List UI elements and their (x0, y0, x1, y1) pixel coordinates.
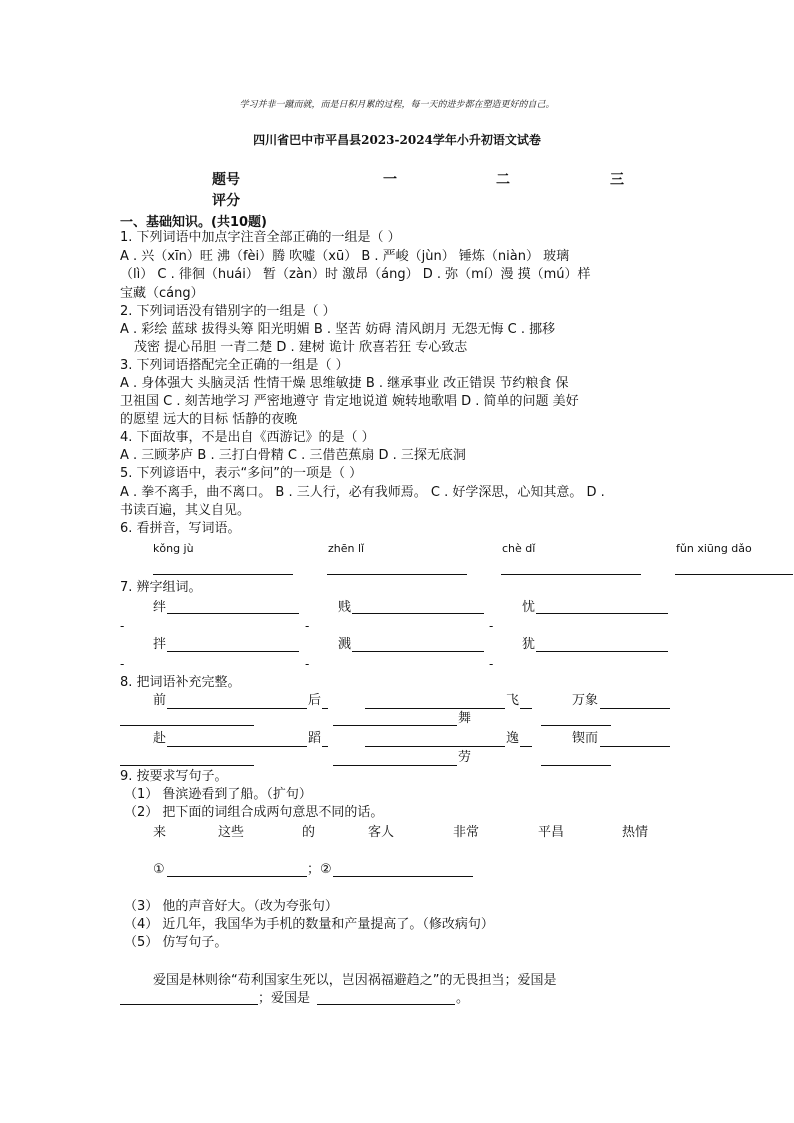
q9-word-2: 这些 (218, 825, 245, 840)
q7-dash: - (305, 619, 310, 633)
q6-pinyin-1: kǒng jù (153, 542, 194, 555)
q7-char-6: 犹 (522, 637, 536, 652)
score-table-row1-label: 题号 (212, 172, 240, 188)
q8-blank-12[interactable] (520, 746, 532, 747)
q1-options-line2: （lì） C . 徘徊（huái） 暂（zàn）时 激昂（áng） D . 弥（mí）漫 摸（mú）样 (120, 267, 591, 282)
q4-options: A . 三顾茅庐 B . 三打白骨精 C . 三借芭蕉扇 D . 三探无底洞 (120, 448, 466, 463)
q9-sub-4: （4） 近几年，我国华为手机的数量和产量提高了。（修改病句） (124, 917, 494, 932)
q8-blank-11[interactable] (365, 746, 505, 747)
q2-stem: 2. 下列词语没有错别字的一组是（ ） (120, 304, 336, 319)
q7-answer-line-2[interactable] (352, 613, 484, 614)
section-heading: 一、基础知识。(共10题) (120, 215, 267, 230)
page-motto: 学习并非一蹴而就，而是日积月累的过程，每一天的进步都在塑造更好的自己。 (239, 100, 555, 110)
q6-pinyin-4: fǔn xiūng dǎo (676, 542, 752, 555)
q9-paragraph-line2: ；爱国是 (258, 991, 311, 1006)
q7-answer-line-5[interactable] (352, 651, 484, 652)
q3-options-line1: A . 身体强大 头脑灵活 性情干燥 思维敏捷 B . 继承事业 改正错误 节约粮食 保 (120, 376, 569, 391)
q7-char-2: 贱 (338, 600, 352, 615)
q7-dash: - (489, 657, 494, 671)
q8-word-2: 后 (308, 693, 322, 708)
q6-pinyin-3: chè dǐ (502, 542, 536, 555)
q7-answer-line-4[interactable] (167, 651, 299, 652)
q6-answer-line-4[interactable] (675, 574, 793, 575)
q8-blank-14[interactable] (120, 765, 254, 766)
q8-blank-6[interactable] (120, 725, 254, 726)
q9-word-4: 客人 (368, 825, 395, 840)
q8-blank-13[interactable] (600, 746, 670, 747)
q1-options-line3: 宝藏（cáng） (120, 286, 204, 301)
q6-answer-line-2[interactable] (327, 574, 467, 575)
q3-stem: 3. 下列词语搭配完全正确的一组是（ ） (120, 358, 349, 373)
q8-word-10: 劳 (458, 750, 472, 765)
q5-stem: 5. 下列谚语中，表示“多问”的一项是（ ） (120, 466, 363, 481)
q8-word-8: 逸 (506, 731, 520, 746)
score-table-row2-label: 评分 (212, 193, 240, 209)
q9-paragraph-end: 。 (456, 991, 470, 1006)
q7-stem: 7. 辨字组词。 (120, 580, 202, 595)
q8-stem: 8. 把词语补充完整。 (120, 675, 241, 690)
q6-answer-line-1[interactable] (153, 574, 293, 575)
q1-options-line1: A . 兴（xīn）旺 沸（fèi）腾 吹嘘（xū） B . 严峻（jùn） 锤炼（niàn） 玻璃 (120, 249, 570, 264)
q9-circle-2: ；② (307, 862, 332, 877)
q8-blank-3[interactable] (365, 708, 505, 709)
q9-sub-2: （2） 把下面的词组合成两句意思不同的话。 (124, 805, 384, 820)
q8-blank-2[interactable] (322, 708, 328, 709)
q7-answer-line-3[interactable] (536, 613, 668, 614)
q9-sub-1: （1） 鲁滨逊看到了船。（扩句） (124, 787, 312, 802)
q8-word-6: 赴 (153, 731, 167, 746)
q9-circle-1: ① (153, 862, 165, 877)
exam-title: 四川省巴中市平昌县2023-2024学年小升初语文试卷 (253, 133, 541, 147)
q8-blank-4[interactable] (520, 708, 532, 709)
q9-answer-line-4[interactable] (317, 1004, 455, 1005)
q9-stem: 9. 按要求写句子。 (120, 769, 228, 784)
q2-options-line2: 茂密 提心吊胆 一青二楚 D . 建树 诡计 欣喜若狂 专心致志 (134, 340, 468, 355)
q5-options-line1: A . 拳不离手，曲不离口。 B . 三人行，必有我师焉。 C . 好学深思，心知其意。 D . (120, 485, 605, 500)
q9-word-3: 的 (302, 825, 316, 840)
q9-word-5: 非常 (453, 825, 480, 840)
q8-blank-10[interactable] (322, 746, 328, 747)
score-table-col-1: 一 (383, 172, 397, 188)
q8-word-3: 飞 (506, 693, 520, 708)
q7-char-4: 拌 (153, 637, 167, 652)
q7-char-3: 忧 (522, 600, 536, 615)
q9-word-1: 来 (153, 825, 167, 840)
q8-blank-15[interactable] (333, 765, 457, 766)
q9-sub-3: （3） 他的声音好大。（改为夸张句） (124, 899, 338, 914)
q8-blank-9[interactable] (167, 746, 307, 747)
q9-answer-line-1[interactable] (167, 876, 307, 877)
q8-blank-5[interactable] (600, 708, 670, 709)
q8-blank-8[interactable] (541, 725, 611, 726)
q8-blank-1[interactable] (167, 708, 307, 709)
q3-options-line2: 卫祖国 C . 刻苦地学习 严密地遵守 肯定地说道 婉转地歌唱 D . 简单的问题 美好 (120, 394, 579, 409)
q1-stem: 1. 下列词语中加点字注音全部正确的一组是（ ） (120, 230, 401, 245)
q6-answer-line-3[interactable] (501, 574, 641, 575)
q8-blank-7[interactable] (333, 725, 457, 726)
q8-word-1: 前 (153, 693, 167, 708)
q3-options-line3: 的愿望 远大的目标 恬静的夜晚 (120, 412, 298, 427)
q9-word-6: 平昌 (538, 825, 565, 840)
q9-answer-line-2[interactable] (333, 876, 473, 877)
q7-dash: - (489, 619, 494, 633)
q7-answer-line-6[interactable] (536, 651, 668, 652)
q7-answer-line-1[interactable] (167, 613, 299, 614)
q7-char-5: 溅 (338, 637, 352, 652)
q8-word-4: 万象 (572, 693, 599, 708)
q9-sub-5: （5） 仿写句子。 (124, 935, 228, 950)
score-table-col-2: 二 (496, 172, 510, 188)
q6-stem: 6. 看拼音，写词语。 (120, 521, 241, 536)
q8-blank-16[interactable] (541, 765, 611, 766)
q5-options-line2: 书读百遍，其义自见。 (120, 503, 251, 518)
q2-options-line1: A . 彩绘 蓝球 拔得头筹 阳光明媚 B . 坚苦 妨碍 清风朗月 无怨无悔 C . 挪移 (120, 322, 556, 337)
q8-word-7: 蹈 (308, 731, 322, 746)
q9-paragraph-line1: 爱国是林则徐“苟利国家生死以，岂因祸福避趋之”的无畏担当；爱国是 (153, 973, 557, 988)
q7-char-1: 绊 (153, 600, 167, 615)
q4-stem: 4. 下面故事，不是出自《西游记》的是（ ） (120, 430, 375, 445)
q8-word-5: 舞 (458, 711, 472, 726)
q7-dash: - (120, 657, 125, 671)
score-table-col-3: 三 (610, 172, 624, 188)
q9-answer-line-3[interactable] (120, 1004, 258, 1005)
q6-pinyin-2: zhēn lǐ (328, 542, 365, 555)
q8-word-9: 锲而 (572, 731, 599, 746)
q7-dash: - (120, 619, 125, 633)
q7-dash: - (305, 657, 310, 671)
q9-word-7: 热情 (622, 825, 649, 840)
